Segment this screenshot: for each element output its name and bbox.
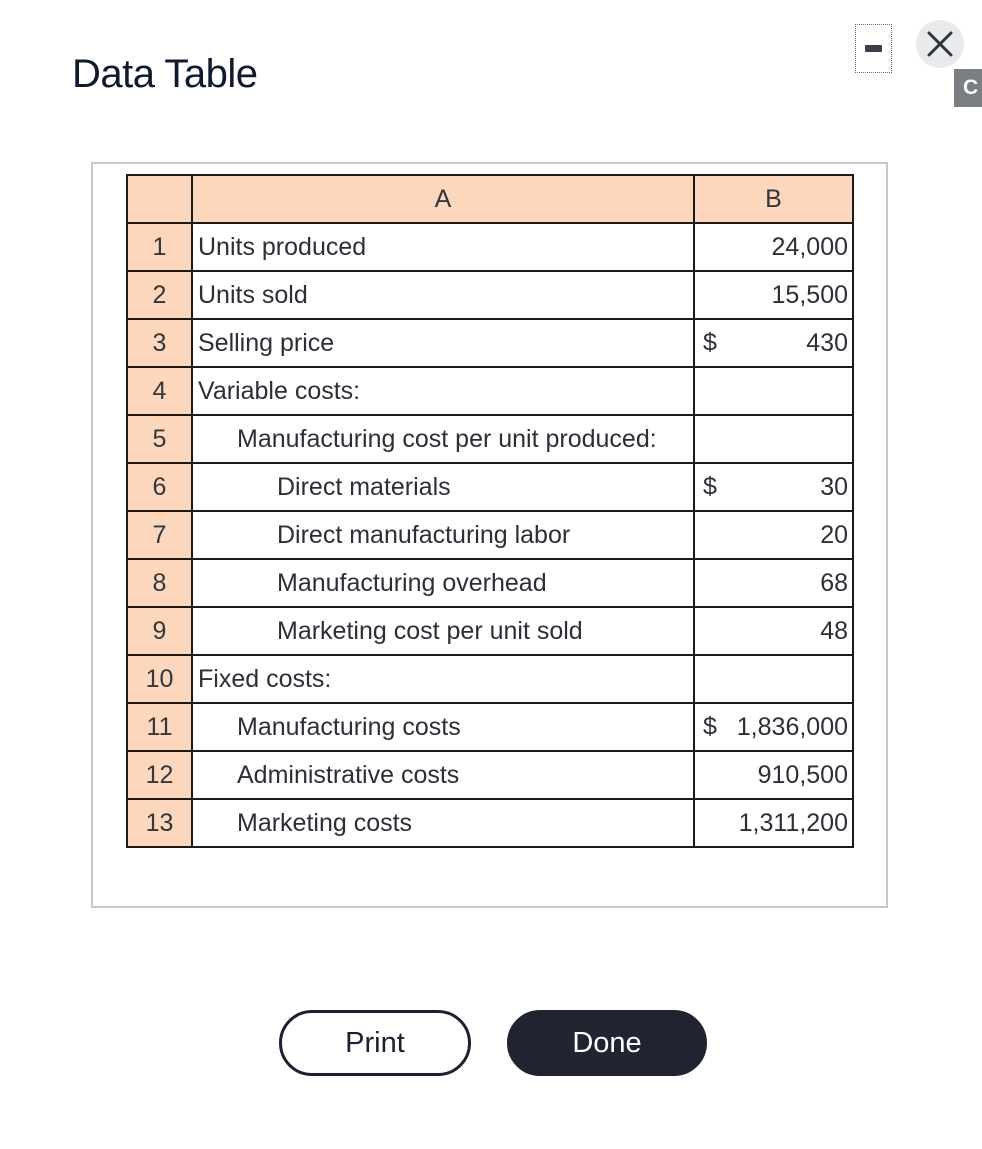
row-number: 5 <box>127 415 192 463</box>
row-number: 7 <box>127 511 192 559</box>
row-value-cell <box>694 367 853 415</box>
row-value: 24,000 <box>771 232 848 261</box>
row-value: 15,500 <box>771 280 848 309</box>
close-button[interactable] <box>916 20 964 68</box>
row-number: 1 <box>127 223 192 271</box>
row-number: 2 <box>127 271 192 319</box>
row-value: 68 <box>820 568 848 597</box>
row-label: Units produced <box>192 223 694 271</box>
minimize-button[interactable] <box>855 24 892 73</box>
row-label: Manufacturing cost per unit produced: <box>192 415 694 463</box>
table-row <box>127 751 853 799</box>
table-row <box>127 367 853 415</box>
currency-symbol: $ <box>703 328 717 357</box>
row-label: Marketing costs <box>192 799 694 847</box>
table-row <box>127 655 853 703</box>
row-value-cell <box>694 703 853 751</box>
done-button[interactable]: Done <box>507 1010 707 1076</box>
row-value-cell <box>694 799 853 847</box>
column-header-a: A <box>192 175 694 223</box>
row-number: 4 <box>127 367 192 415</box>
side-panel-tab[interactable]: C <box>954 69 982 107</box>
row-label: Fixed costs: <box>192 655 694 703</box>
table-row <box>127 559 853 607</box>
row-label: Units sold <box>192 271 694 319</box>
table-row <box>127 319 853 367</box>
row-value-cell <box>694 607 853 655</box>
table-row <box>127 271 853 319</box>
row-value-cell <box>694 655 853 703</box>
currency-symbol: $ <box>703 712 717 741</box>
row-label: Manufacturing overhead <box>192 559 694 607</box>
row-value: 1,311,200 <box>738 808 848 837</box>
dialog-title: Data Table <box>72 52 258 96</box>
row-number: 9 <box>127 607 192 655</box>
row-number: 12 <box>127 751 192 799</box>
row-number: 13 <box>127 799 192 847</box>
row-value: 910,500 <box>757 760 848 789</box>
row-value-cell <box>694 751 853 799</box>
column-header-row <box>127 175 853 223</box>
row-label: Direct manufacturing labor <box>192 511 694 559</box>
table-body <box>127 223 853 847</box>
table-row <box>127 223 853 271</box>
corner-cell <box>127 175 192 223</box>
row-number: 11 <box>127 703 192 751</box>
currency-symbol: $ <box>703 472 717 501</box>
row-value: 430 <box>806 328 848 357</box>
table-row <box>127 415 853 463</box>
row-value-cell <box>694 559 853 607</box>
row-value-cell <box>694 223 853 271</box>
row-label: Direct materials <box>192 463 694 511</box>
row-label: Variable costs: <box>192 367 694 415</box>
row-value: 30 <box>820 472 848 501</box>
row-number: 6 <box>127 463 192 511</box>
row-value: 48 <box>820 616 848 645</box>
table-row <box>127 607 853 655</box>
row-value-cell <box>694 511 853 559</box>
column-header-b: B <box>694 175 853 223</box>
data-table <box>126 174 854 848</box>
table-row <box>127 511 853 559</box>
row-label: Selling price <box>192 319 694 367</box>
row-value: 20 <box>820 520 848 549</box>
row-number: 10 <box>127 655 192 703</box>
row-label: Marketing cost per unit sold <box>192 607 694 655</box>
table-row <box>127 703 853 751</box>
row-number: 8 <box>127 559 192 607</box>
print-button[interactable]: Print <box>279 1010 471 1076</box>
row-label: Administrative costs <box>192 751 694 799</box>
close-icon <box>927 31 953 57</box>
row-value-cell <box>694 319 853 367</box>
minimize-icon <box>865 45 882 52</box>
table-row <box>127 799 853 847</box>
row-value-cell <box>694 463 853 511</box>
table-row <box>127 463 853 511</box>
row-value: 1,836,000 <box>736 712 848 741</box>
row-label: Manufacturing costs <box>192 703 694 751</box>
row-value-cell <box>694 271 853 319</box>
row-value-cell <box>694 415 853 463</box>
row-number: 3 <box>127 319 192 367</box>
